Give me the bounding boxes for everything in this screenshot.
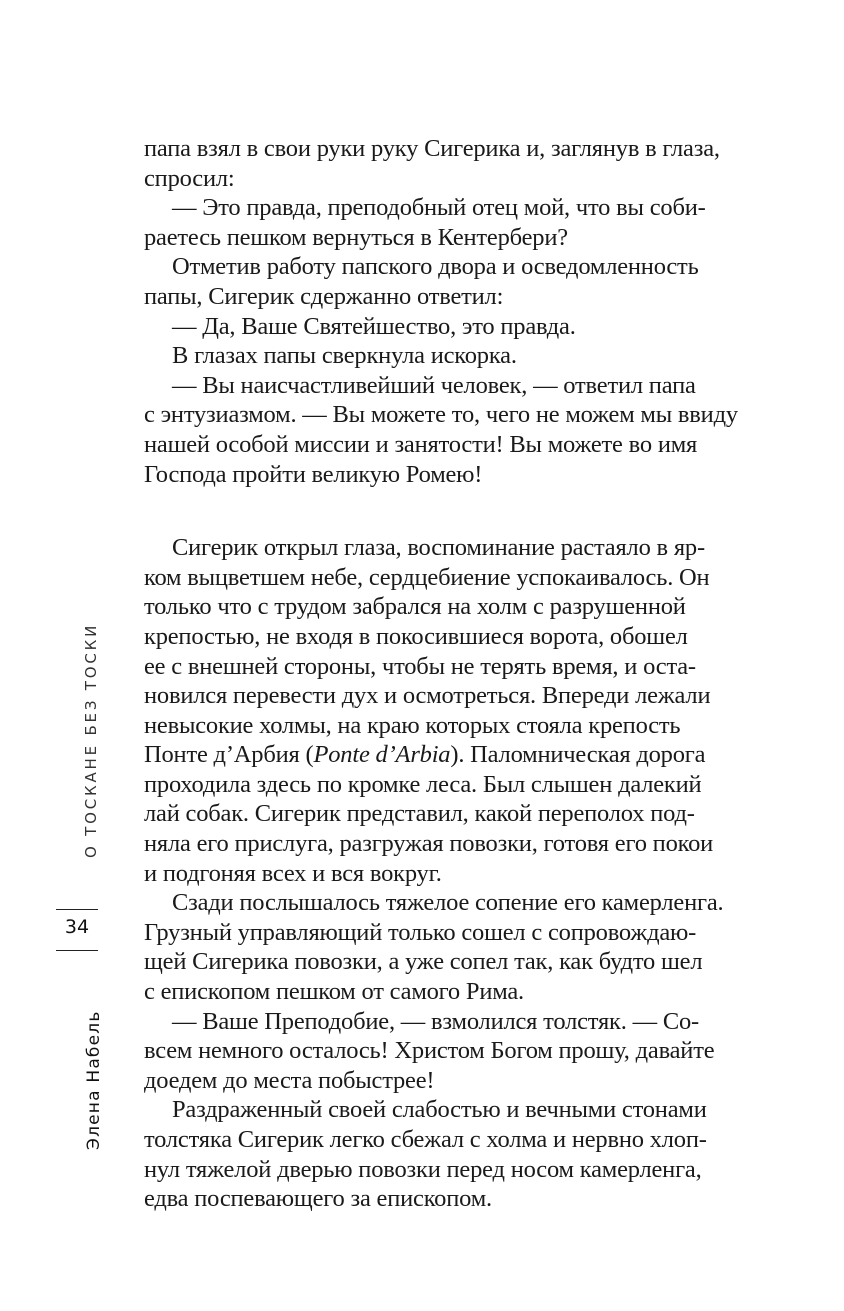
text-line: Отметив работу папского двора и осведомленность: [172, 253, 699, 281]
text-line: лай собак. Сигерик представил, какой переполох под-: [144, 800, 695, 828]
text-run: Понте д’Арбия (: [144, 741, 314, 769]
text-line: доедем до места побыстрее!: [144, 1066, 435, 1094]
body-text: [144, 134, 756, 1214]
text-line: спросил:: [144, 164, 235, 192]
page-number: 34: [64, 916, 90, 938]
text-line: В глазах папы сверкнула искорка.: [172, 342, 517, 370]
text-line: — Да, Ваше Святейшество, это правда.: [172, 312, 576, 340]
text-line: — Ваше Преподобие, — взмолился толстяк. — Со-: [172, 1007, 699, 1035]
text-line: няла его прислуга, разгружая повозки, готовя его покои: [144, 830, 714, 858]
text-line: ком выцветшем небе, сердцебиение успокаивалось. Он: [144, 563, 710, 591]
text-line: с энтузиазмом. — Вы можете то, чего не можем мы ввиду: [144, 401, 738, 429]
text-line: нул тяжелой дверью повозки перед носом камерленга,: [144, 1155, 702, 1183]
author-name: Элена Набель: [84, 1010, 104, 1150]
text-line: невысокие холмы, на краю которых стояла крепость: [144, 711, 681, 739]
text-line: Раздраженный своей слабостью и вечными стонами: [172, 1096, 707, 1124]
text-line: только что с трудом забрался на холм с разрушенной: [144, 593, 686, 621]
text-line: — Это правда, преподобный отец мой, что вы соби-: [172, 194, 706, 222]
text-line: нашей особой миссии и занятости! Вы можете во имя: [144, 430, 698, 458]
text-run: ). Паломническая дорога: [450, 741, 706, 769]
section-break: [144, 489, 756, 533]
text-line: Сзади послышалось тяжелое сопение его камерленга.: [172, 889, 724, 917]
text-line: папа взял в свои руки руку Сигерика и, заглянув в глаза,: [144, 135, 720, 162]
running-title: О ТОСКАНЕ БЕЗ ТОСКИ: [82, 622, 100, 858]
text-line: новился перевести дух и осмотреться. Впереди лежали: [144, 682, 711, 710]
text-line: Сигерик открыл глаза, воспоминание растаяло в яр-: [172, 534, 705, 562]
text-line: и подгоняя всех и вся вокруг.: [144, 859, 442, 887]
page-number-rule-bottom: [56, 950, 98, 951]
text-line: Господа пройти великую Ромею!: [144, 460, 483, 488]
text-line: Грузный управляющий только сошел с сопровождаю-: [144, 918, 697, 946]
text-line: всем немного осталось! Христом Богом прошу, давайте: [144, 1037, 715, 1065]
text-line: щей Сигерика повозки, а уже сопел так, как будто шел: [144, 948, 703, 976]
page-number-rule-top: [56, 909, 98, 910]
text-line: крепостью, не входя в покосившиеся ворота, обошел: [144, 622, 688, 650]
text-line: папы, Сигерик сдержанно ответил:: [144, 282, 504, 310]
text-line-mixed: [144, 740, 756, 770]
text-line: раетесь пешком вернуться в Кентербери?: [144, 223, 568, 251]
italic-text-run: Ponte d’Arbia: [313, 741, 451, 769]
text-line: проходила здесь по кромке леса. Был слышен далекий: [144, 770, 702, 798]
text-line: едва поспевающего за епископом.: [144, 1185, 492, 1213]
text-line: с епископом пешком от самого Рима.: [144, 978, 524, 1006]
text-line: ее с внешней стороны, чтобы не терять время, и оста-: [144, 652, 696, 680]
text-line: — Вы наисчастливейший человек, — ответил папа: [172, 371, 696, 399]
text-line: толстяка Сигерик легко сбежал с холма и нервно хлоп-: [144, 1126, 707, 1153]
